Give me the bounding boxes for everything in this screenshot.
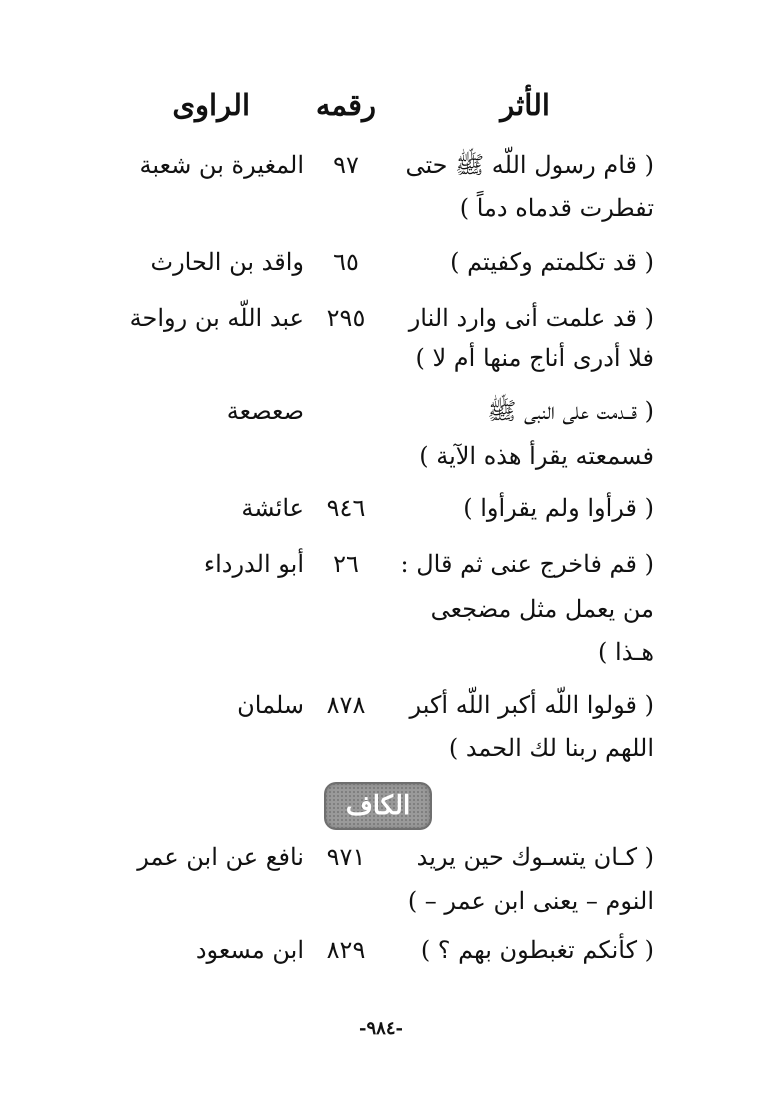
narrator: سلمان bbox=[237, 691, 304, 719]
hadith-number: ٢٦ bbox=[333, 550, 359, 578]
entry-row bbox=[0, 389, 762, 435]
hadith-number: ٩٧ bbox=[333, 151, 359, 179]
page-number: -٩٨٤- bbox=[359, 1018, 403, 1039]
narrator: عائشة bbox=[241, 494, 304, 522]
hadith-number: ٩٤٦ bbox=[326, 494, 366, 522]
entry-continuation bbox=[0, 186, 762, 232]
entry-continuation bbox=[0, 726, 762, 772]
entry-continuation bbox=[0, 587, 762, 633]
athar-text: ( قم فاخرج عنى ثم قال : bbox=[400, 550, 654, 578]
entry-continuation bbox=[0, 336, 762, 382]
entry-continuation bbox=[0, 879, 762, 925]
header-narrator: الراوى bbox=[172, 88, 250, 122]
narrator: نافع عن ابن عمر bbox=[137, 843, 304, 871]
athar-text: النوم – يعنى ابن عمر – ) bbox=[407, 887, 654, 915]
narrator: أبو الدرداء bbox=[203, 550, 304, 578]
entry-row bbox=[0, 928, 762, 974]
section-heading-kaf: الكاف bbox=[324, 782, 432, 830]
header-number: رقمه bbox=[315, 88, 376, 122]
athar-text: ( قد علمت أنى وارد النار bbox=[408, 304, 654, 332]
athar-text: اللهم ربنا لك الحمد ) bbox=[448, 734, 654, 762]
hadith-number: ٨٧٨ bbox=[326, 691, 366, 719]
athar-text: ( كأنكم تغبطون بهم ؟ ) bbox=[420, 936, 654, 964]
athar-text: ( قرأوا ولم يقرأوا ) bbox=[463, 494, 654, 522]
entry-continuation bbox=[0, 434, 762, 480]
athar-text: فسمعته يقرأ هذه الآية ) bbox=[419, 442, 654, 470]
athar-text: من يعمل مثل مضجعى bbox=[430, 595, 654, 623]
athar-text: ( قولوا اللّه أكبر اللّه أكبر bbox=[409, 691, 654, 719]
athar-text: تفطرت قدماه دماً ) bbox=[459, 194, 654, 222]
entry-row bbox=[0, 486, 762, 532]
entry-row bbox=[0, 542, 762, 588]
entry-row bbox=[0, 683, 762, 729]
hadith-number: ٦٥ bbox=[333, 248, 359, 276]
entry-row bbox=[0, 240, 762, 286]
hadith-number: ٨٢٩ bbox=[326, 936, 366, 964]
athar-text: ( قد تكلمتم وكفيتم ) bbox=[450, 248, 654, 276]
header-athar: الأثر bbox=[500, 88, 550, 122]
athar-text: فلا أدرى أناج منها أم لا ) bbox=[415, 344, 654, 372]
narrator: عبد اللّه بن رواحة bbox=[129, 304, 304, 332]
entry-row bbox=[0, 143, 762, 189]
narrator: واقد بن الحارث bbox=[150, 248, 304, 276]
hadith-number: ٩٧١ bbox=[326, 843, 366, 871]
narrator: صعصعة bbox=[226, 397, 304, 425]
athar-text: ( قام رسول اللّه ﷺ حتى bbox=[405, 151, 654, 179]
entry-continuation bbox=[0, 630, 762, 676]
narrator: المغيرة بن شعبة bbox=[139, 151, 304, 179]
hadith-number: ٢٩٥ bbox=[326, 304, 366, 332]
entry-row bbox=[0, 835, 762, 881]
athar-text: هـذا ) bbox=[598, 638, 654, 666]
athar-text: ( كـان يتسـوك حين يريد bbox=[416, 843, 654, 871]
narrator: ابن مسعود bbox=[195, 936, 304, 964]
athar-text: ( قــدمت على النبى ﷺ bbox=[487, 397, 654, 425]
